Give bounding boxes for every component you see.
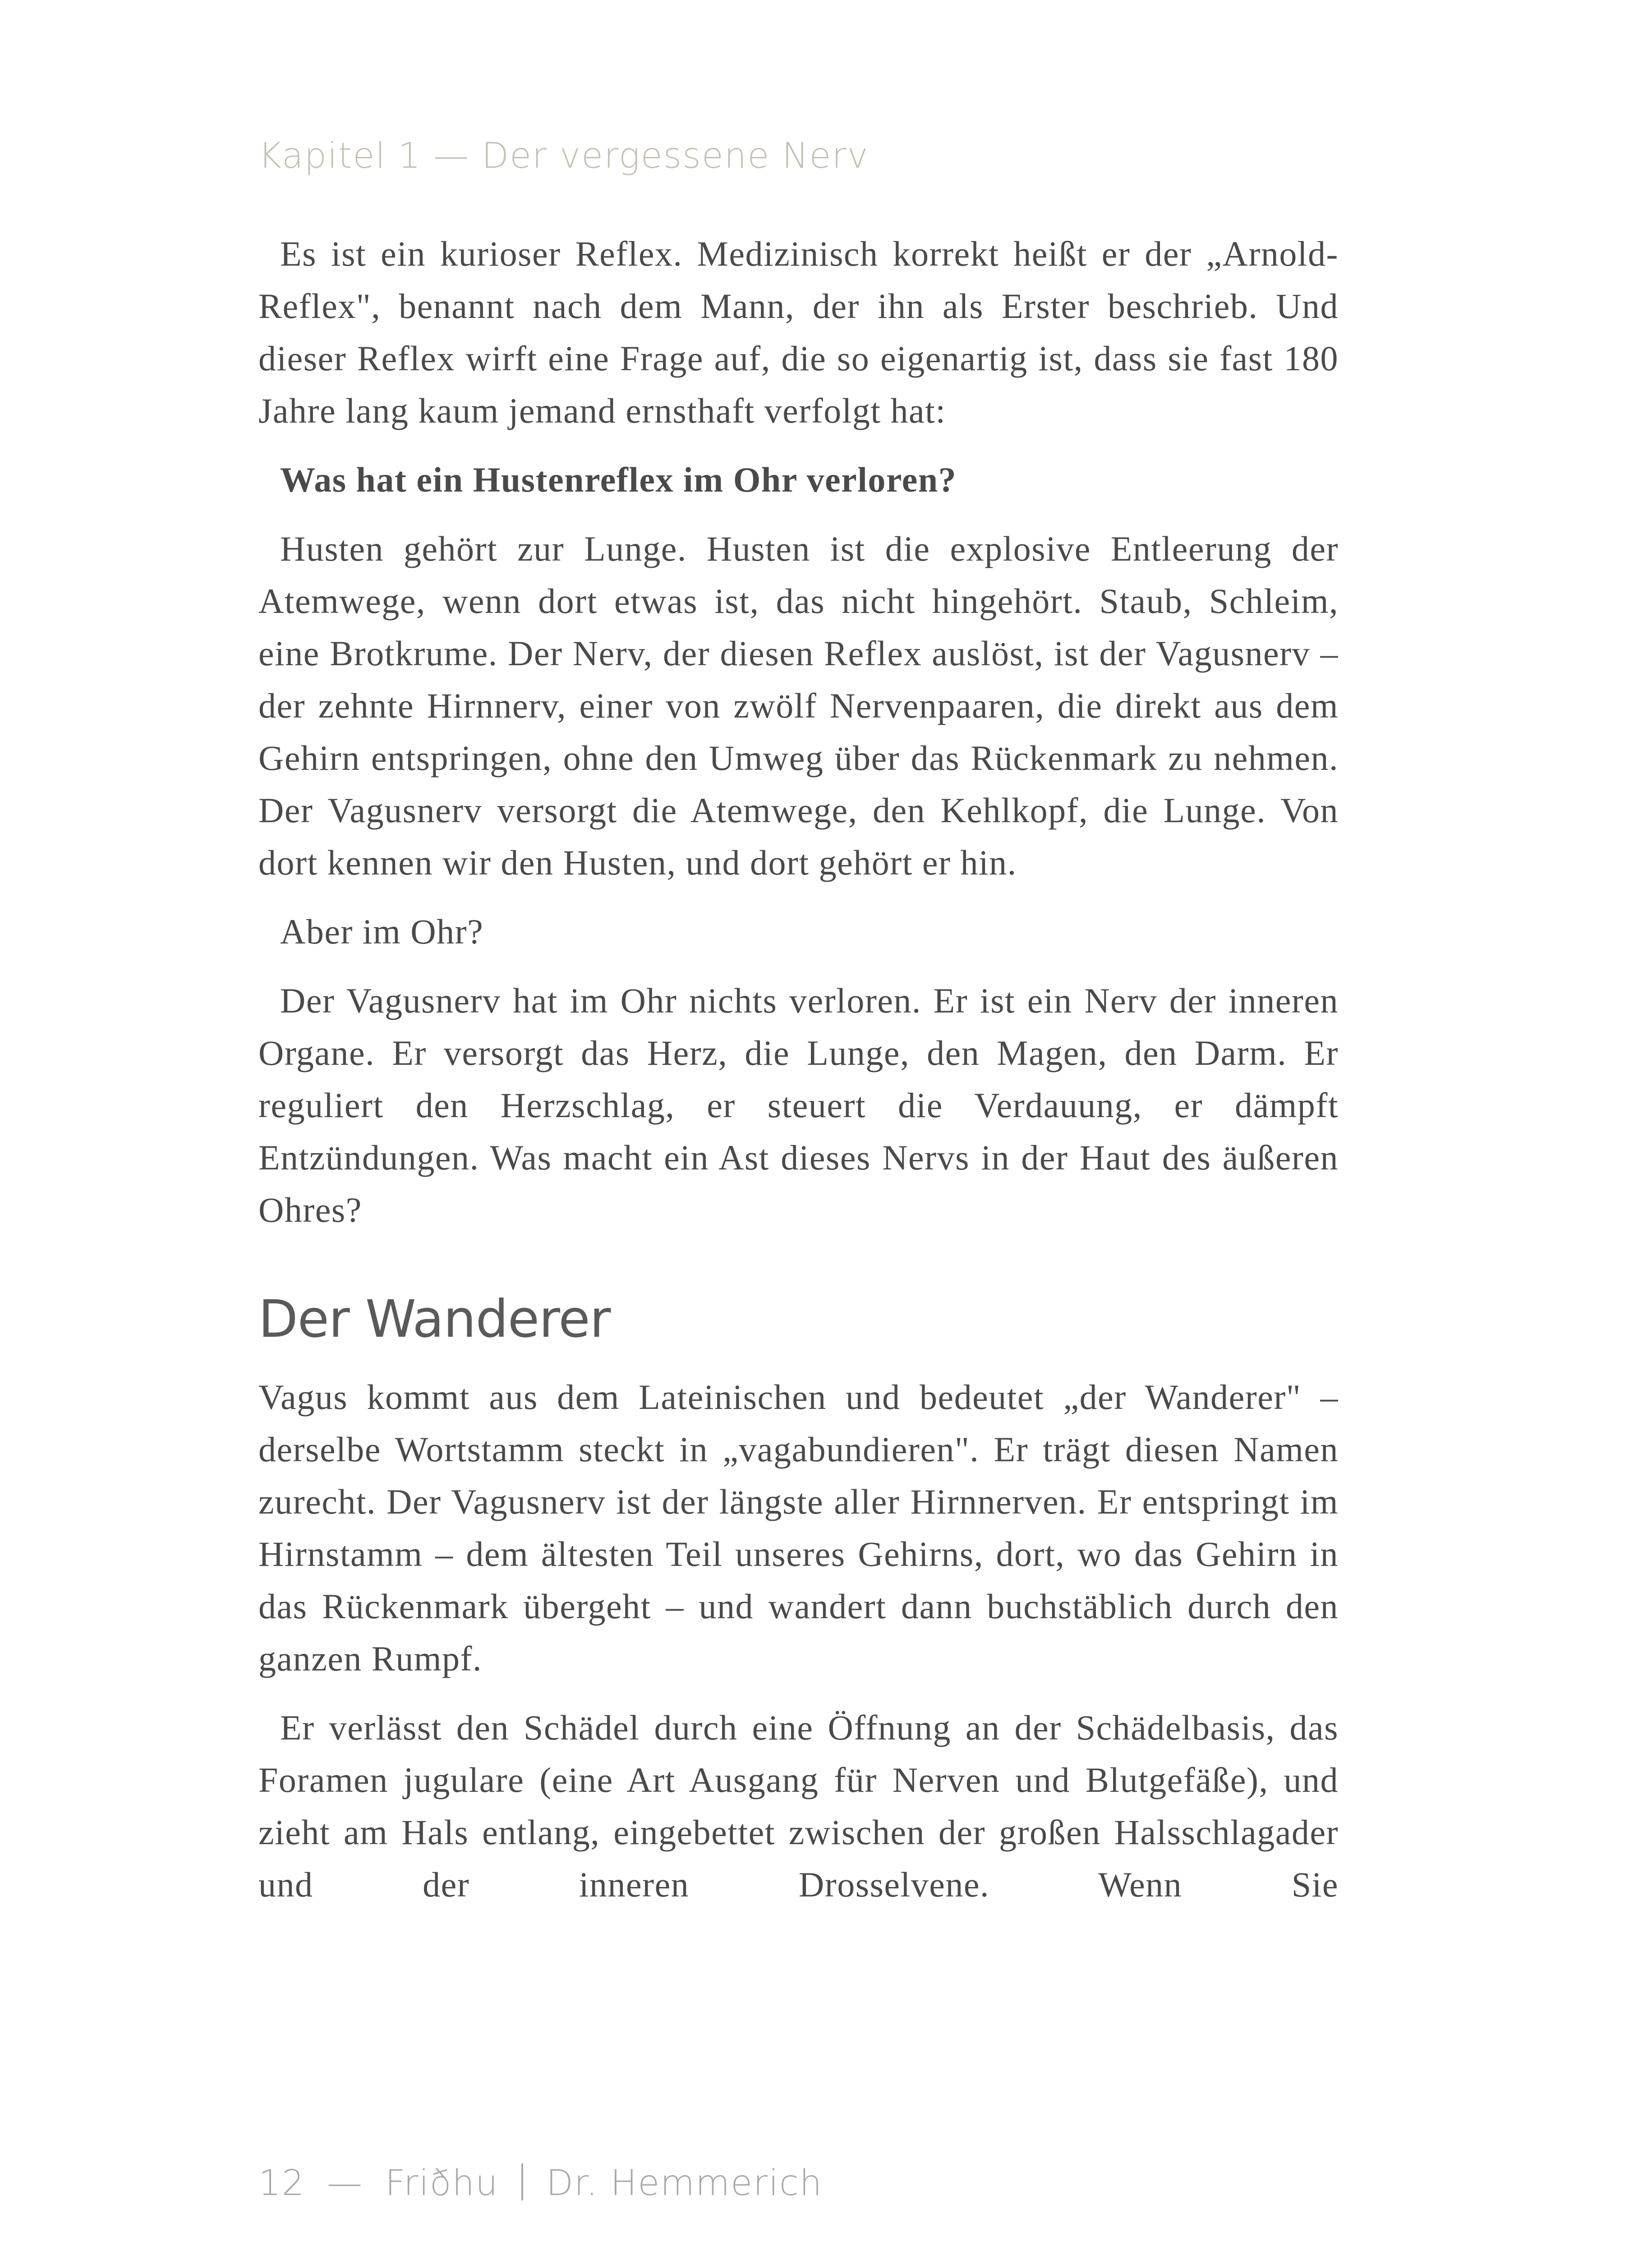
paragraph: Der Vagusnerv hat im Ohr nichts verloren. Er ist ein Nerv der inneren Organe. Er versorgt das Herz, die Lunge, den Magen, den Darm. Er reguliert den Herzschlag, er steuert die Verdauung, er dämpft Entzündungen. Was macht ein Ast dieses Nervs in der Haut des äußeren Ohres? — [258, 981, 1339, 1229]
footer-brand: Friðhu — [385, 2163, 499, 2204]
page-number: 12 — [258, 2163, 305, 2204]
page-body — [258, 228, 1339, 1911]
paragraph: Vagus kommt aus dem Lateinischen und bedeutet „der Wanderer" – derselbe Wortstamm steckt in „vagabundieren". Er trägt diesen Namen zurecht. Der Vagusnerv ist der längste aller Hirnnerven. Er entspringt im Hirnstamm – dem ältesten Teil unseres Gehirns, dort, wo das Gehirn in das Rückenmark übergeht – und wandert dann buchstäblich durch den ganzen Rumpf. — [258, 1377, 1339, 1679]
section-heading: Der Wanderer — [258, 1289, 611, 1349]
paragraph: Es ist ein kurioser Reflex. Medizinisch korrekt heißt er der „Arnold-Reflex", benannt nach dem Mann, der ihn als Erster beschrieb. Und dieser Reflex wirft eine Frage auf, die so eigenartig ist, dass sie fast 180 Jahre lang kaum jemand ernsthaft verfolgt hat: — [258, 234, 1339, 430]
paragraph: Aber im Ohr? — [280, 912, 484, 951]
running-footer — [258, 2163, 823, 2205]
footer-dash: — — [327, 2163, 364, 2204]
paragraph: Er verlässt den Schädel durch eine Öffnung an der Schädelbasis, das Foramen jugulare (eine Art Ausgang für Nerven und Blutgefäße), und zieht am Hals entlang, eingebettet zwischen der großen Halsschlagader und der inneren Drosselvene. Wenn Sie — [258, 1708, 1339, 1905]
running-header — [258, 135, 1341, 178]
chapter-title: Kapitel 1 — Der vergessene Nerv — [258, 136, 869, 176]
bold-question: Was hat ein Hustenreflex im Ohr verloren? — [280, 460, 957, 499]
footer-author: Dr. Hemmerich — [546, 2163, 823, 2204]
paragraph: Husten gehört zur Lunge. Husten ist die explosive Entleerung der Atemwege, wenn dort etwas ist, das nicht hingehört. Staub, Schleim, eine Brotkrume. Der Nerv, der diesen Reflex auslöst, ist der Vagusnerv – der zehnte Hirnnerv, einer von zwölf Nervenpaaren, die direkt aus dem Gehirn entspringen, ohne den Umweg über das Rückenmark zu nehmen. Der Vagusnerv versorgt die Atemwege, den Kehlkopf, die Lunge. Von dort kennen wir den Husten, und dort gehört er hin. — [258, 529, 1339, 882]
footer-separator — [521, 2163, 523, 2200]
